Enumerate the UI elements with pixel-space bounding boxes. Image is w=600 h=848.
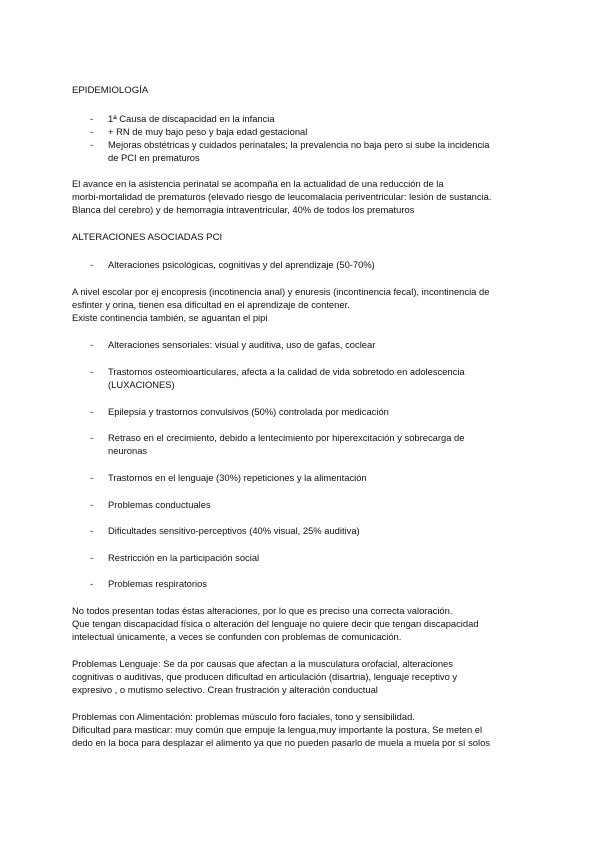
valoracion-line-3: intelectual únicamente, a veces se confunden con problemas de comunicación.: [72, 631, 402, 642]
bullet-dash: -: [90, 406, 94, 417]
epi-bullet-1: 1ª Causa de discapacidad en la infancia: [108, 113, 275, 124]
heading-epidemiologia: EPIDEMIOLOGÍA: [72, 85, 149, 96]
heading-alteraciones: ALTERACIONES ASOCIADAS PCI: [72, 232, 223, 243]
alimentacion-line-1: Problemas con Alimentación: problemas músculo foro faciales, tono y sensibilidad.: [72, 711, 415, 722]
lenguaje-line-3: expresivo , o mutismo selectivo. Crean frustración y alteración conductual: [72, 684, 378, 695]
alt-bullet-lenguaje: Trastornos en el lenguaje (30%) repeticiones y la alimentación: [108, 472, 367, 483]
alt-bullet-conductuales: Problemas conductuales: [108, 499, 211, 510]
valoracion-line-1: No todos presentan todas éstas alteraciones, por lo que es preciso una correcta valoración.: [72, 605, 453, 616]
lenguaje-line-1: Problemas Lenguaje: Se da por causas que afectan a la musculatura orofacial, alteraciones: [72, 658, 453, 669]
epi-paragraph-line-1: El avance en la asistencia perinatal se acompaña en la actualidad de una reducción de la: [72, 178, 444, 189]
lenguaje-line-2: cognitivas o auditivas, que producen dificultad en articulación (disartria), lenguaje receptivo y: [72, 671, 458, 682]
alt-bullet-sensitivo: Dificultades sensitivo-perceptivos (40% visual, 25% auditiva): [108, 525, 360, 536]
alt-paragraph-line-1: A nivel escolar por ej encopresis (incotinencia anal) y enuresis (incontinencia fecal), incontinencia de: [72, 286, 490, 297]
alt-paragraph-line-3: Existe continencia también, se aguantan el pipi: [72, 312, 268, 323]
bullet-dash: -: [90, 432, 94, 443]
alt-bullet-epilepsia: Epilepsia y trastornos convulsivos (50%) controlada por medicación: [108, 406, 389, 417]
alt-bullet-psicologicas: Alteraciones psicológicas, cognitivas y del aprendizaje (50-70%): [108, 259, 375, 270]
bullet-dash: -: [90, 259, 94, 270]
epi-bullet-3-line-1: Mejoras obstétricas y cuidados perinatales; la prevalencia no baja pero si sube la incidencia: [108, 139, 490, 150]
bullet-dash: -: [90, 525, 94, 536]
epi-paragraph-line-3: Blanca del cerebro) y de hemorragia intraventricular, 40% de todos los prematuros: [72, 204, 415, 215]
alimentacion-line-3: dedo en la boca para desplazar el alimento ya que no pueden pasarlo de muela a muela por sí solos: [72, 737, 490, 748]
alt-bullet-osteomioarticulares-line-1: Trastornos osteomioarticulares, afecta a la calidad de vida sobretodo en adolescencia: [108, 366, 465, 377]
alt-bullet-participacion: Restricción en la participación social: [108, 552, 260, 563]
alt-bullet-osteomioarticulares-line-2: (LUXACIONES): [108, 379, 175, 390]
bullet-dash: -: [90, 339, 94, 350]
alt-bullet-retraso-line-2: neuronas: [108, 445, 148, 456]
alt-bullet-respiratorios: Problemas respiratorios: [108, 578, 207, 589]
bullet-dash: -: [90, 366, 94, 377]
bullet-dash: -: [90, 499, 94, 510]
epi-bullet-3-line-2: de PCI en prematuros: [108, 152, 200, 163]
bullet-dash: -: [90, 113, 94, 124]
bullet-dash: -: [90, 126, 94, 137]
epi-bullet-2: + RN de muy bajo peso y baja edad gestacional: [108, 126, 308, 137]
alt-paragraph-line-2: esfinter y orina, tienen esa dificultad en el aprendizaje de contener.: [72, 299, 350, 310]
bullet-dash: -: [90, 552, 94, 563]
bullet-dash: -: [90, 139, 94, 150]
alt-bullet-retraso-line-1: Retraso en el crecimiento, debido a lentecimiento por hiperexcitación y sobrecarga de: [108, 432, 465, 443]
bullet-dash: -: [90, 472, 94, 483]
bullet-dash: -: [90, 578, 94, 589]
epi-paragraph-line-2: morbi-mortalidad de prematuros (elevado riesgo de leucomalacia periventricular: lesión de sustancia.: [72, 191, 492, 202]
alt-bullet-sensoriales: Alteraciones sensoriales: visual y auditiva, uso de gafas, coclear: [108, 339, 376, 350]
alimentacion-line-2: Dificultad para masticar: muy común que empuje la lengua,muy importante la postura. Se meten el: [72, 724, 483, 735]
valoracion-line-2: Que tengan discapacidad física o alteración del lenguaje no quiere decir que tengan discapacidad: [72, 618, 479, 629]
